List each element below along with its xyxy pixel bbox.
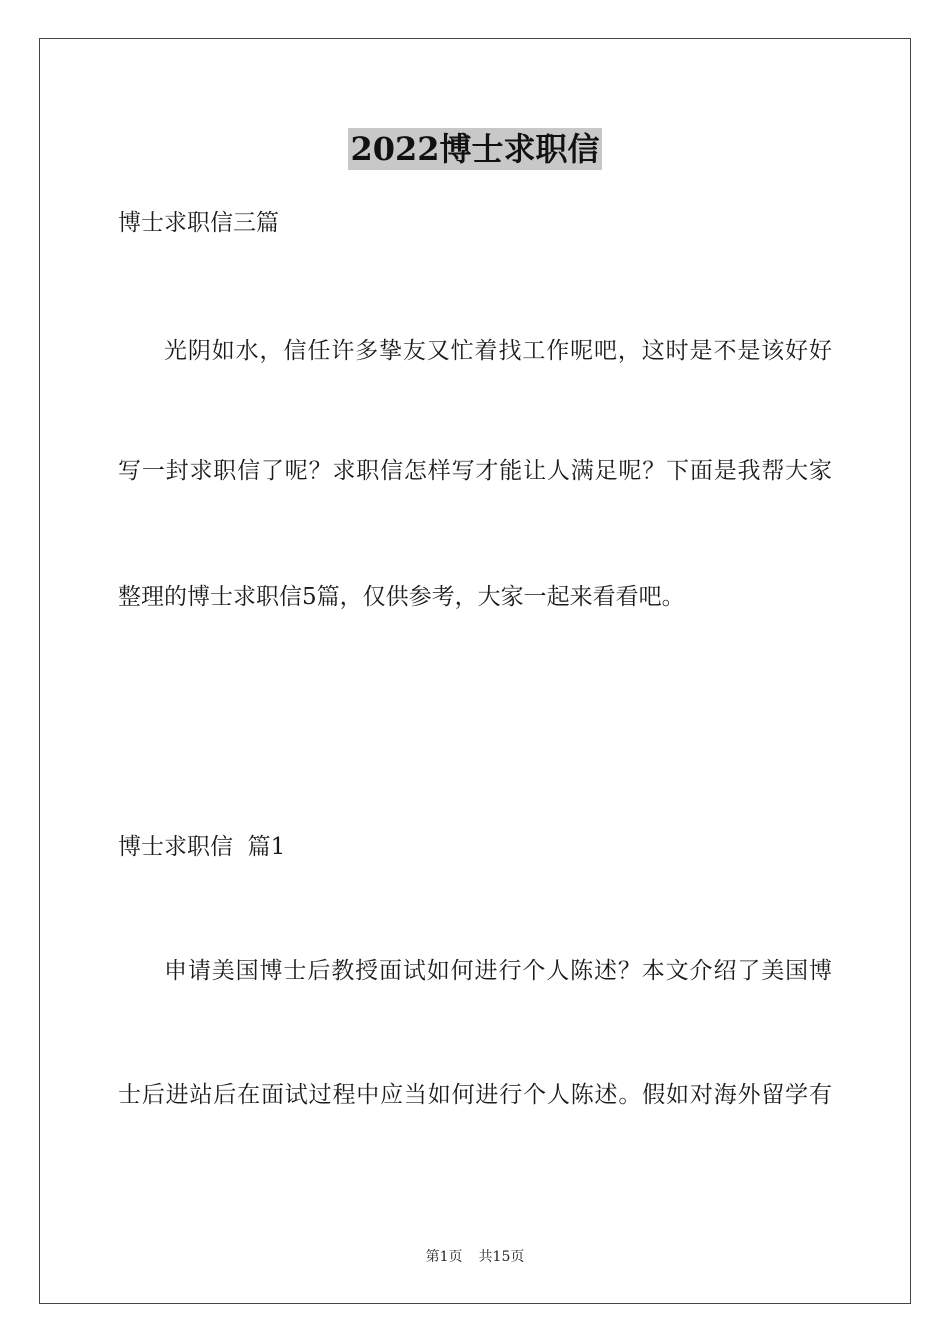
section-heading: 博士求职信 篇1 (118, 834, 286, 860)
intro-line-2: 写一封求职信了呢？求职信怎样写才能让人满足呢？下面是我帮大家 (118, 458, 832, 484)
intro-line-3: 整理的博士求职信5篇，仅供参考，大家一起来看看吧。 (118, 584, 685, 610)
document-subtitle: 博士求职信三篇 (118, 210, 279, 236)
section-line-1: 申请美国博士后教授面试如何进行个人陈述？本文介绍了美国博 (164, 958, 832, 984)
section-line-2: 士后进站后在面试过程中应当如何进行个人陈述。假如对海外留学有 (118, 1082, 832, 1108)
title-container (0, 128, 950, 170)
intro-line-1: 光阴如水，信任许多挚友又忙着找工作呢吧，这时是不是该好好 (164, 338, 832, 364)
page-number: 第1页 (425, 1249, 463, 1265)
page-total: 共15页 (478, 1249, 525, 1265)
document-title: 2022博士求职信 (350, 130, 600, 168)
page-footer (0, 1248, 950, 1266)
